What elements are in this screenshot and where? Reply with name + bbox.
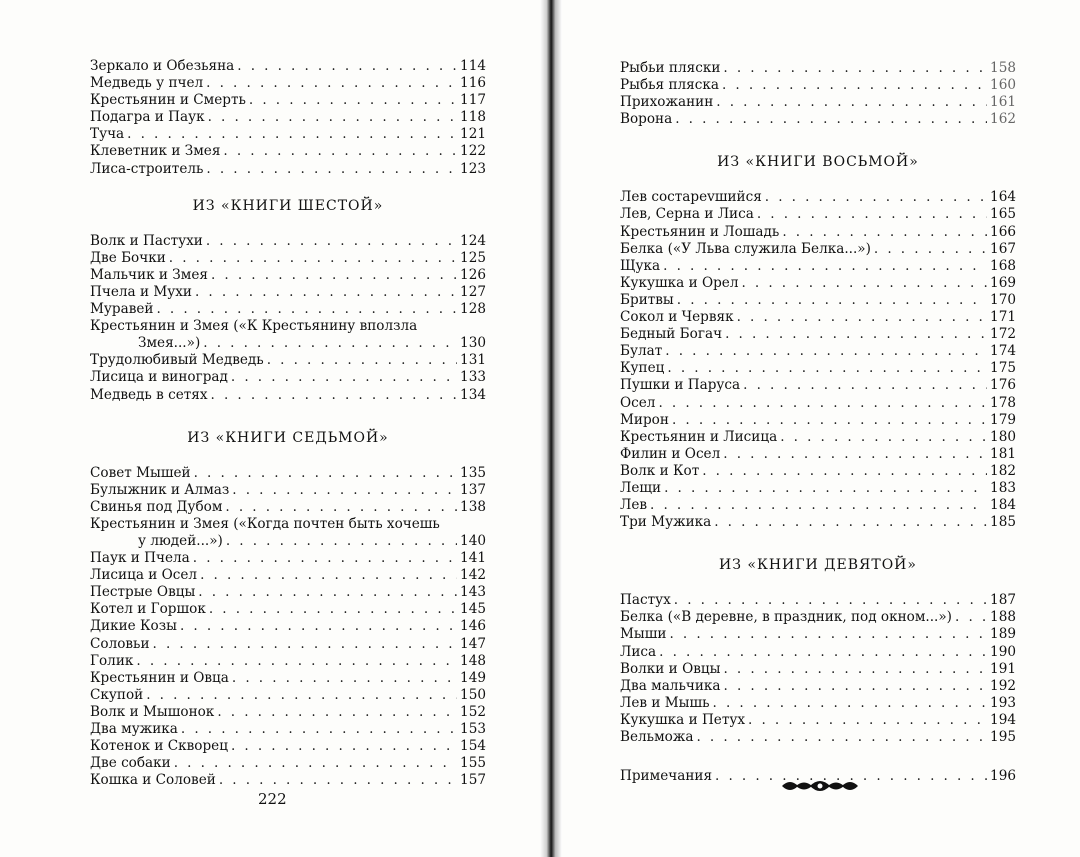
toc-entry-title: Осел xyxy=(620,394,656,411)
toc-entry[interactable] xyxy=(90,550,486,567)
toc-entry[interactable] xyxy=(620,343,1016,360)
toc-entry-page: 176 xyxy=(990,377,1016,394)
toc-entry-page: 147 xyxy=(460,635,486,652)
leader-dots xyxy=(219,772,457,789)
leader-dots xyxy=(232,482,457,499)
leader-dots xyxy=(724,678,988,695)
toc-entry-page: 162 xyxy=(990,111,1016,128)
toc-entry-page: 164 xyxy=(990,189,1016,206)
toc-entry[interactable] xyxy=(620,429,1016,446)
toc-entry[interactable] xyxy=(90,567,486,584)
toc-entry[interactable] xyxy=(620,712,1016,729)
leader-dots xyxy=(156,301,457,318)
toc-entry[interactable] xyxy=(620,695,1016,712)
leader-dots xyxy=(723,446,987,463)
toc-entry-title: Кукушка и Орел xyxy=(620,274,739,291)
toc-entry[interactable] xyxy=(90,670,486,687)
toc-entry-title: Лиса xyxy=(620,643,657,660)
toc-entry-title: Пушки и Паруса xyxy=(620,377,741,394)
leader-dots xyxy=(208,109,457,126)
toc-entry-page: 158 xyxy=(990,60,1016,76)
toc-entry-title: Котел и Горшок xyxy=(90,601,206,618)
toc-entry-page: 187 xyxy=(990,592,1016,609)
toc-entry-title: Лисица и виноград xyxy=(90,369,228,386)
toc-entry[interactable] xyxy=(90,772,486,789)
toc-entry-title: Медведь в сетях xyxy=(90,386,208,403)
toc-entry-title: Свинья под Дубом xyxy=(90,498,223,515)
toc-entry-title: у людей...») xyxy=(138,532,223,549)
toc-entry-title: Булат xyxy=(620,343,663,360)
intro-list-right xyxy=(620,60,1016,128)
toc-entry[interactable] xyxy=(90,533,486,550)
toc-entry-page: 192 xyxy=(990,677,1016,694)
toc-entry-page: 183 xyxy=(990,479,1016,496)
toc-entry[interactable] xyxy=(90,369,486,386)
toc-entry-title: Кукушка и Петух xyxy=(620,711,746,728)
toc-entry[interactable] xyxy=(620,111,1016,128)
toc-entry-page: 118 xyxy=(460,109,486,126)
toc-entry-title: Змея...») xyxy=(138,335,201,352)
leader-dots xyxy=(672,412,987,429)
section-heading-book6: ИЗ «КНИГИ ШЕСТОЙ» xyxy=(192,197,384,214)
toc-entry-page: 133 xyxy=(460,369,486,386)
leader-dots xyxy=(206,161,457,178)
toc-entry-title: Подагра и Паук xyxy=(90,109,205,126)
leader-dots xyxy=(169,250,457,267)
toc-entry-page: 184 xyxy=(990,497,1016,514)
toc-entry-page: 194 xyxy=(990,711,1016,728)
toc-entry[interactable] xyxy=(620,626,1016,643)
toc-entry-page: 149 xyxy=(460,669,486,686)
toc-entry[interactable] xyxy=(90,721,486,738)
toc-entry-title: Рыбья пляска xyxy=(620,77,719,94)
toc-entry[interactable] xyxy=(90,143,486,160)
toc-entry-title: Сокол и Червяк xyxy=(620,309,734,326)
toc-entry-title: Лев и Мышь xyxy=(620,694,710,711)
toc-entry-page: 141 xyxy=(460,550,486,567)
leader-dots xyxy=(714,514,987,531)
toc-entry-title: Лещи xyxy=(620,479,662,496)
ornament-icon xyxy=(780,776,860,796)
leader-dots xyxy=(249,92,457,109)
toc-entry[interactable] xyxy=(90,126,486,143)
toc-entry-title: Крестьянин и Лисица xyxy=(620,428,778,445)
leader-dots xyxy=(723,60,987,77)
toc-entry-title: Пастух xyxy=(620,592,671,609)
toc-entry[interactable] xyxy=(620,292,1016,309)
toc-entry-page: 148 xyxy=(460,652,486,669)
toc-entry-page: 170 xyxy=(990,291,1016,308)
toc-entry[interactable] xyxy=(90,284,486,301)
toc-entry-page: 143 xyxy=(460,584,486,601)
leader-dots xyxy=(664,480,987,497)
leader-dots xyxy=(209,601,457,618)
toc-entry-page: 169 xyxy=(990,274,1016,291)
toc-entry[interactable] xyxy=(620,377,1016,394)
book-gutter xyxy=(540,0,562,857)
leader-dots xyxy=(696,729,987,746)
leader-dots xyxy=(713,695,988,712)
leader-dots xyxy=(217,704,457,721)
toc-entry-title: Две собаки xyxy=(90,755,171,772)
toc-entry[interactable] xyxy=(620,480,1016,497)
toc-entry[interactable] xyxy=(90,465,486,482)
section-heading-book8: ИЗ «КНИГИ ВОСЬМОЙ» xyxy=(717,154,919,171)
toc-entry[interactable] xyxy=(620,206,1016,223)
leader-dots xyxy=(200,567,457,584)
toc-entry-title: Клеветник и Змея xyxy=(90,143,221,160)
toc-entry-title: Купец xyxy=(620,360,665,377)
toc-entry[interactable] xyxy=(90,250,486,267)
toc-entry-title: Голик xyxy=(90,652,134,669)
toc-entry-page: 142 xyxy=(460,567,486,584)
toc-entry[interactable] xyxy=(620,241,1016,258)
leader-dots xyxy=(748,712,987,729)
toc-entry-title: Филин и Осел xyxy=(620,445,721,462)
leader-dots xyxy=(667,360,987,377)
toc-entry[interactable] xyxy=(90,636,486,653)
leader-dots xyxy=(702,463,987,480)
toc-entry-page: 180 xyxy=(990,428,1016,445)
leader-dots xyxy=(677,292,987,309)
toc-entry-title: Крестьянин и Смерть xyxy=(90,92,246,109)
toc-entry-page: 138 xyxy=(460,498,486,515)
toc-entry-title: Крестьянин и Змея («Когда почтен быть хочешь xyxy=(90,515,440,532)
page-number: 222 xyxy=(258,790,287,808)
toc-entry[interactable] xyxy=(90,109,486,126)
leader-dots xyxy=(659,644,987,661)
toc-entry[interactable] xyxy=(90,584,486,601)
leader-dots xyxy=(725,326,987,343)
toc-entry-page: 171 xyxy=(990,309,1016,326)
toc-entry-title: Лиса-строитель xyxy=(90,160,204,177)
leader-dots xyxy=(782,224,987,241)
leader-dots xyxy=(203,335,457,352)
toc-entry-page: 157 xyxy=(460,772,486,789)
toc-entry[interactable] xyxy=(620,678,1016,695)
toc-entry-title: Две Бочки xyxy=(90,249,166,266)
leader-dots xyxy=(206,75,457,92)
toc-entry-title: Прихожанин xyxy=(620,94,714,111)
toc-entry-title: Лев xyxy=(620,497,648,514)
toc-entry-title: Два мальчика xyxy=(620,677,721,694)
toc-entry-title: Трудолюбивый Медведь xyxy=(90,352,264,369)
toc-entry[interactable] xyxy=(90,301,486,318)
leader-dots xyxy=(743,377,987,394)
toc-entry-page: 153 xyxy=(460,721,486,737)
toc-entry-title: Паук и Пчела xyxy=(90,550,190,567)
toc-entry[interactable] xyxy=(90,687,486,704)
toc-entry-title: Соловьи xyxy=(90,635,150,652)
toc-entry-title: Муравей xyxy=(90,301,154,318)
toc-entry[interactable] xyxy=(620,60,1016,77)
toc-entry[interactable] xyxy=(90,267,486,284)
leader-dots xyxy=(232,670,457,687)
book7-list xyxy=(90,465,486,790)
toc-entry-title: Котенок и Скворец xyxy=(90,738,228,755)
toc-entry[interactable] xyxy=(90,335,486,352)
toc-entry-page: 134 xyxy=(460,386,486,403)
leader-dots xyxy=(874,241,987,258)
toc-entry[interactable] xyxy=(620,326,1016,343)
book6-list xyxy=(90,233,486,404)
left-toc xyxy=(90,58,486,789)
toc-entry[interactable] xyxy=(620,729,1016,746)
toc-entry-page: 179 xyxy=(990,411,1016,428)
toc-entry-page: 172 xyxy=(990,326,1016,343)
leader-dots xyxy=(231,738,457,755)
toc-entry-page: 145 xyxy=(460,601,486,618)
toc-entry-page: 117 xyxy=(460,92,486,109)
toc-entry[interactable] xyxy=(90,92,486,109)
toc-entry[interactable] xyxy=(620,360,1016,377)
leader-dots xyxy=(181,721,457,738)
toc-entry[interactable] xyxy=(90,738,486,755)
leader-dots xyxy=(237,58,457,75)
toc-entry-page: 146 xyxy=(460,618,486,635)
leader-dots xyxy=(180,618,457,635)
toc-entry-page: 126 xyxy=(460,266,486,283)
toc-entry-page: 191 xyxy=(990,660,1016,677)
toc-entry-page: 124 xyxy=(460,232,486,249)
toc-entry-title: Крестьянин и Лошадь xyxy=(620,223,780,240)
toc-entry-page: 182 xyxy=(990,462,1016,479)
toc-entry-page: 155 xyxy=(460,755,486,772)
toc-entry-title: Совет Мышей xyxy=(90,464,191,481)
toc-entry-page: 185 xyxy=(990,514,1016,531)
toc-entry-title: Пчела и Мухи xyxy=(90,283,192,300)
intro-list xyxy=(90,58,486,178)
toc-entry[interactable] xyxy=(90,482,486,499)
leader-dots xyxy=(955,609,987,626)
toc-entry[interactable] xyxy=(90,704,486,721)
toc-entry-page: 167 xyxy=(990,240,1016,257)
leader-dots xyxy=(195,284,457,301)
leader-dots xyxy=(194,465,457,482)
toc-entry-title: Волки и Овцы xyxy=(620,660,721,677)
toc-entry-title: Крестьянин и Змея («К Крестьянину вползла xyxy=(90,318,418,335)
leader-dots xyxy=(716,94,987,111)
toc-entry-title: Кошка и Соловей xyxy=(90,772,216,789)
leader-dots xyxy=(146,687,457,704)
toc-entry[interactable] xyxy=(620,644,1016,661)
book9-list xyxy=(620,592,1016,746)
toc-entry-title: Волк и Кот xyxy=(620,462,700,479)
toc-entry[interactable] xyxy=(90,58,486,75)
toc-entry[interactable] xyxy=(620,609,1016,626)
toc-entry-title: Медведь у пчел xyxy=(90,75,204,92)
toc-entry[interactable] xyxy=(620,258,1016,275)
toc-entry-page: 175 xyxy=(990,360,1016,377)
toc-entry[interactable] xyxy=(620,412,1016,429)
toc-entry-page: 152 xyxy=(460,703,486,720)
toc-entry[interactable] xyxy=(90,352,486,369)
section-heading-book9: ИЗ «КНИГИ ДЕВЯТОЙ» xyxy=(719,557,917,574)
leader-dots xyxy=(193,550,457,567)
leader-dots xyxy=(174,755,457,772)
leader-dots xyxy=(127,126,457,143)
toc-entry-page: 137 xyxy=(460,481,486,498)
toc-entry[interactable] xyxy=(620,189,1016,206)
toc-entry[interactable] xyxy=(620,446,1016,463)
toc-entry-title: Рыбьи пляски xyxy=(620,60,721,76)
toc-entry-page: 150 xyxy=(460,686,486,703)
leader-dots xyxy=(722,77,987,94)
toc-entry-page: 128 xyxy=(460,301,486,318)
toc-entry-page: 125 xyxy=(460,249,486,266)
leader-dots xyxy=(650,497,987,514)
toc-entry-title: Скупой xyxy=(90,686,144,703)
toc-entry-title: Лев, Серна и Лиса xyxy=(620,206,754,223)
toc-entry[interactable] xyxy=(620,592,1016,609)
leader-dots xyxy=(658,395,987,412)
toc-entry[interactable] xyxy=(90,755,486,772)
toc-entry-title: Пестрые Овцы xyxy=(90,584,196,601)
toc-entry-page: 181 xyxy=(990,445,1016,462)
toc-entry-title: Щука xyxy=(620,257,661,274)
leader-dots xyxy=(153,636,458,653)
toc-entry[interactable] xyxy=(620,309,1016,326)
toc-entry-page: 154 xyxy=(460,738,486,755)
leader-dots xyxy=(757,206,987,223)
toc-entry[interactable] xyxy=(620,497,1016,514)
leader-dots xyxy=(741,275,987,292)
toc-entry-title: Белка («В деревне, в праздник, под окном...») xyxy=(620,609,952,626)
toc-entry-title: Ворона xyxy=(620,111,673,128)
leader-dots xyxy=(211,267,457,284)
toc-entry-title: Вельможа xyxy=(620,729,694,745)
toc-entry-page: 114 xyxy=(460,58,486,74)
toc-entry[interactable] xyxy=(620,275,1016,292)
toc-entry[interactable] xyxy=(620,463,1016,480)
leader-dots xyxy=(765,189,987,206)
toc-entry-page: 168 xyxy=(990,257,1016,274)
toc-entry[interactable] xyxy=(90,75,486,92)
toc-entry[interactable] xyxy=(90,653,486,670)
toc-entry-page: 116 xyxy=(460,75,486,92)
toc-entry[interactable] xyxy=(90,499,486,516)
toc-entry-page: 123 xyxy=(460,160,486,177)
toc-entry-page: 140 xyxy=(460,532,486,549)
leader-dots xyxy=(663,258,987,275)
right-toc xyxy=(620,60,1016,785)
toc-entry-title: Мальчик и Змея xyxy=(90,266,208,283)
toc-entry[interactable] xyxy=(90,161,486,178)
toc-entry[interactable] xyxy=(90,387,486,404)
toc-entry[interactable] xyxy=(90,318,486,335)
toc-entry[interactable] xyxy=(620,661,1016,678)
toc-entry-page: 195 xyxy=(990,729,1016,745)
toc-entry-page: 166 xyxy=(990,223,1016,240)
toc-entry-page: 193 xyxy=(990,694,1016,711)
toc-entry-title: Мыши xyxy=(620,626,667,643)
toc-entry-title: Булыжник и Алмаз xyxy=(90,481,230,498)
toc-entry-page: 122 xyxy=(460,143,486,160)
leader-dots xyxy=(737,309,987,326)
toc-entry-page: 135 xyxy=(460,464,486,481)
leader-dots xyxy=(198,584,457,601)
toc-entry-page: 160 xyxy=(990,77,1016,94)
leader-dots xyxy=(674,592,987,609)
toc-entry-page: 131 xyxy=(460,352,486,369)
toc-entry-title: Лев состарevшийся xyxy=(620,189,762,206)
leader-dots xyxy=(223,143,457,160)
toc-entry-page: 165 xyxy=(990,206,1016,223)
toc-entry-title: Волк и Пастухи xyxy=(90,232,203,249)
toc-entry[interactable] xyxy=(90,233,486,250)
toc-entry[interactable] xyxy=(90,618,486,635)
leader-dots xyxy=(231,369,457,386)
toc-entry[interactable] xyxy=(620,395,1016,412)
toc-entry-page: 130 xyxy=(460,335,486,352)
toc-entry[interactable] xyxy=(620,77,1016,94)
toc-entry-page: 188 xyxy=(990,609,1016,626)
toc-entry[interactable] xyxy=(90,601,486,618)
leader-dots xyxy=(780,429,987,446)
toc-entry-page: 161 xyxy=(990,94,1016,111)
toc-entry-page: 121 xyxy=(460,126,486,143)
leader-dots xyxy=(211,387,458,404)
leader-dots xyxy=(723,661,987,678)
leader-dots xyxy=(226,533,457,550)
toc-entry-title: Лисица и Осел xyxy=(90,567,198,584)
toc-entry[interactable] xyxy=(90,516,486,533)
toc-entry-title: Бедный Богач xyxy=(620,326,723,343)
leader-dots xyxy=(665,343,987,360)
toc-entry-page: 127 xyxy=(460,283,486,300)
leader-dots xyxy=(669,626,987,643)
toc-entry-page: 190 xyxy=(990,643,1016,660)
toc-entry-page: 189 xyxy=(990,626,1016,643)
toc-entry-title: Крестьянин и Овца xyxy=(90,669,229,686)
toc-entry-page: 178 xyxy=(990,394,1016,411)
toc-entry-title: Бритвы xyxy=(620,291,674,308)
book8-list xyxy=(620,189,1016,531)
toc-entry-title: Примечания xyxy=(620,768,713,785)
toc-entry[interactable] xyxy=(620,224,1016,241)
toc-entry-page: 196 xyxy=(990,768,1016,785)
toc-entry-title: Зеркало и Обезьяна xyxy=(90,58,235,74)
leader-dots xyxy=(225,499,457,516)
leader-dots xyxy=(136,653,457,670)
leader-dots xyxy=(675,111,987,128)
toc-entry-title: Два мужика xyxy=(90,721,178,737)
toc-entry-title: Волк и Мышонок xyxy=(90,703,215,720)
toc-entry-page: 174 xyxy=(990,343,1016,360)
leader-dots xyxy=(206,233,457,250)
toc-entry[interactable] xyxy=(620,94,1016,111)
section-heading-book7: ИЗ «КНИГИ СЕДЬМОЙ» xyxy=(187,429,389,446)
leader-dots xyxy=(267,352,457,369)
toc-entry-title: Три Мужика xyxy=(620,514,712,531)
toc-entry-title: Белка («У Льва служила Белка...») xyxy=(620,240,871,257)
toc-entry-title: Туча xyxy=(90,126,125,143)
toc-entry-title: Мирон xyxy=(620,411,669,428)
toc-entry-title: Дикие Козы xyxy=(90,618,177,635)
toc-entry[interactable] xyxy=(620,514,1016,531)
